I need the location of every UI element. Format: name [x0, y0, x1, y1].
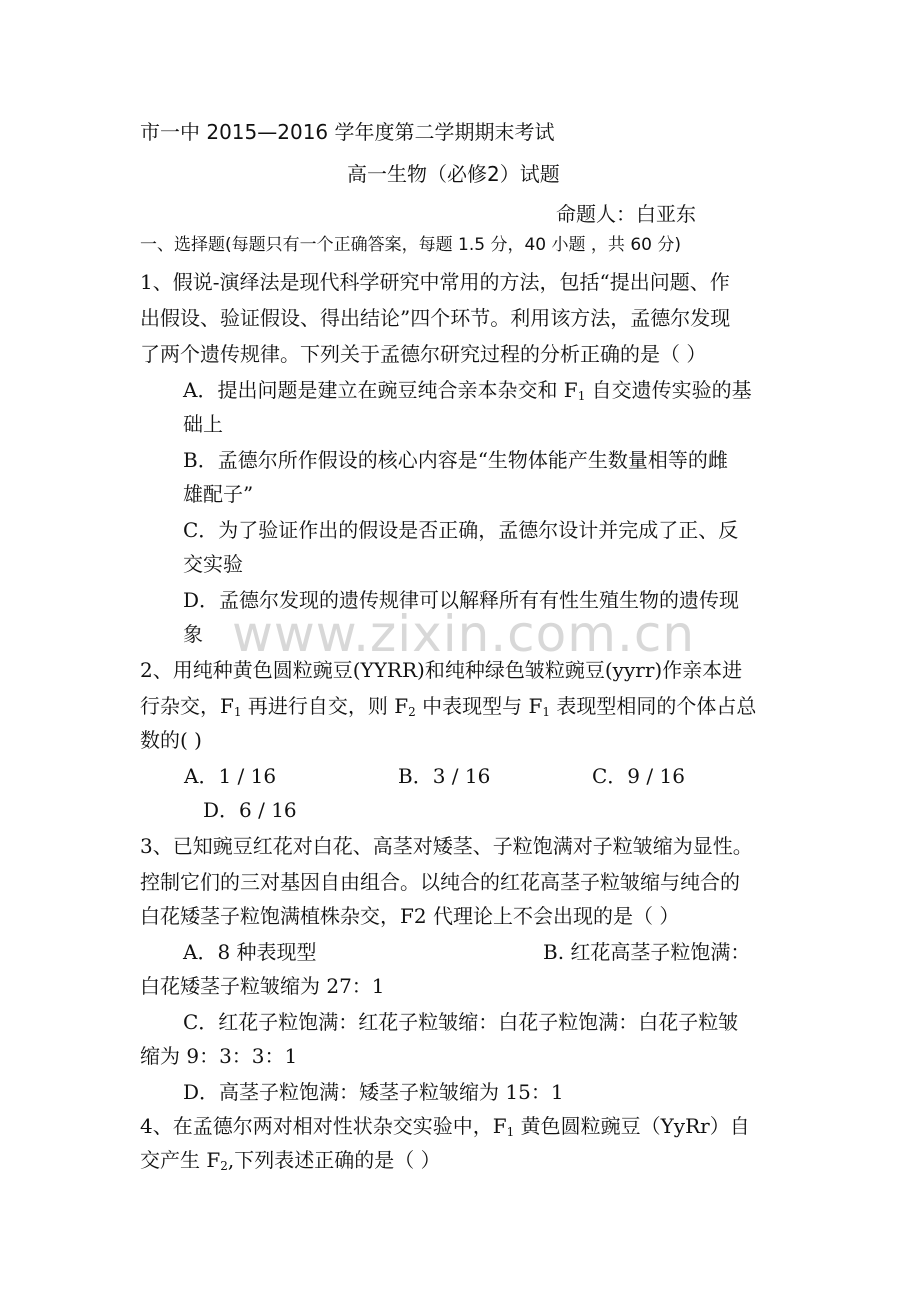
question-1-option-d: D．孟德尔发现的遗传规律可以解释所有有性生殖生物的遗传现: [183, 588, 740, 612]
question-1-line-3: 了两个遗传规律。下列关于孟德尔研究过程的分析正确的是（ ）: [140, 342, 707, 366]
question-4-line-1: [140, 1112, 750, 1140]
question-3-option-b-cont: 白花矮茎子粒皱缩为 27：1: [140, 974, 385, 998]
text: 再进行自交，则 F: [241, 694, 409, 718]
question-2-line-2: [140, 692, 756, 720]
question-1-option-c: C．为了验证作出的假设是否正确，孟德尔设计并完成了正、反: [183, 518, 739, 542]
text: 4、在孟德尔两对相对性状杂交实验中，F: [140, 1114, 507, 1138]
text: ,下列表述正确的是（ ）: [227, 1148, 441, 1172]
question-1-option-a-cont: 础上: [183, 412, 223, 436]
section-heading: 一、选择题(每题只有一个正确答案，每题 1.5 分，40 小题 ，共 60 分): [140, 235, 681, 255]
subscript: 1: [542, 705, 550, 719]
question-1-option-d-cont: 象: [183, 622, 203, 646]
option-a-text-cont: 自交遗传实验的基: [585, 378, 752, 402]
subscript: 1: [577, 389, 586, 403]
exam-author: 命题人：白亚东: [556, 202, 696, 226]
subscript: 2: [220, 1159, 228, 1173]
exam-title: 市一中 2015—2016 学年度第二学期期末考试: [140, 120, 555, 144]
question-1-option-a: [183, 376, 752, 404]
text: 黄色圆粒豌豆（YyRr）自: [514, 1114, 750, 1138]
text: 中表现型与 F: [415, 694, 543, 718]
question-3-option-c: C．红花子粒饱满：红花子粒皱缩：白花子粒饱满：白花子粒皱: [183, 1010, 739, 1034]
question-1-line-2: 出假设、验证假设、得出结论”四个环节。利用该方法，孟德尔发现: [140, 306, 731, 330]
option-a-text: A．提出问题是建立在豌豆纯合亲本杂交和 F: [183, 378, 578, 402]
question-3-line-1: 3、已知豌豆红花对白花、高茎对矮茎、子粒饱满对子粒皱缩为显性。: [140, 834, 753, 858]
question-1-option-c-cont: 交实验: [183, 552, 243, 576]
subscript: 2: [408, 705, 416, 719]
question-3-option-c-cont: 缩为 9：3：3：1: [140, 1044, 298, 1068]
question-2-option-b: B．3 / 16: [398, 764, 491, 788]
question-3-option-b: B. 红花高茎子粒饱满：: [543, 940, 751, 964]
watermark: www.zixin.com.cn: [232, 605, 696, 663]
question-4-line-2: [140, 1146, 441, 1174]
subscript: 1: [233, 705, 242, 719]
question-2-line-1: 2、用纯种黄色圆粒豌豆(YYRR)和纯种绿色皱粒豌豆(yyrr)作亲本进: [140, 658, 743, 682]
question-3-option-a: A．8 种表现型: [183, 940, 317, 964]
exam-subtitle: 高一生物（必修2）试题: [347, 162, 560, 186]
question-2-option-c: C．9 / 16: [592, 764, 685, 788]
subscript: 1: [506, 1125, 515, 1139]
question-1-option-b: B．孟德尔所作假设的核心内容是“生物体能产生数量相等的雌: [183, 448, 728, 472]
question-1-line-1: 1、假说-演绎法是现代科学研究中常用的方法，包括“提出问题、作: [140, 270, 730, 294]
question-3-line-2: 控制它们的三对基因自由组合。以纯合的红花高茎子粒皱缩与纯合的: [140, 870, 740, 894]
question-2-option-a: A．1 / 16: [184, 764, 277, 788]
question-2-line-3: 数的( ): [140, 728, 202, 752]
question-1-option-b-cont: 雄配子”: [183, 482, 254, 506]
question-3-line-3: 白花矮茎子粒饱满植株杂交，F2 代理论上不会出现的是（ ）: [140, 904, 680, 928]
text: 表现型相同的个体占总: [550, 694, 757, 718]
question-3-option-d: D．高茎子粒饱满：矮茎子粒皱缩为 15：1: [183, 1080, 564, 1104]
text: 行杂交，F: [140, 694, 234, 718]
text: 交产生 F: [140, 1148, 221, 1172]
question-2-option-d: D．6 / 16: [203, 798, 297, 822]
